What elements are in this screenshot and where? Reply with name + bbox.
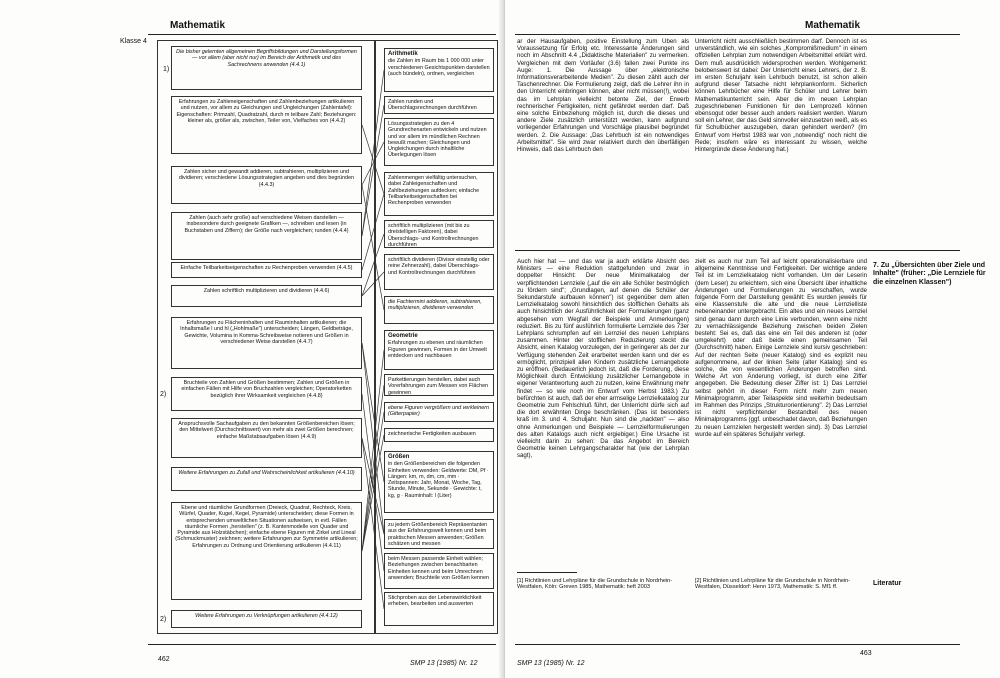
new-goal-text: schriftlich multiplizieren (mit bis zu dreistelligen Faktoren), dabei Überschlags- und Kontrollrechnungen durchführen	[388, 223, 479, 248]
old-goal-text: Erfahrungen zu Flächeninhalten und Rauminhalten artikulieren; die Inhaltsmaße l und hl („Hohlmaße") unterscheiden; Längen, Geldbeträge, Gewichte, Volumina in Komma-Schreibweise notieren und Größen in verschiedener Weise darstellen (4.4.7)	[180, 320, 353, 345]
goal-link-line	[362, 142, 384, 185]
new-goal-text: Zahlenmengen vielfältig untersuchen, dabei Zahleigenschaften und Zahlbeziehungen aufdecken; einfache Teilbarkeitseigenschaften bei Rechenproben verwenden	[388, 175, 480, 207]
right-mid-rule	[515, 250, 960, 251]
old-goal-text: Die bisher gelernten allgemeinen Begriffsbildungen und Darstellungsformen — vor allem (aber nicht nur) im Bereich der Arithmetik und des Sachrechnens anwenden (4.4.1)	[176, 49, 357, 68]
text-col1-top: ar der Hausaufgaben, positive Einstellung zum Üben als Voraussetzung für Erfolg etc. Interessante Änderungen sind noch im Abschnitt 4.4 „Didaktische Materialien" zu vermerken. Vergleichen mit dem Vorläufer (3.6) fallen zwei Punkte ins Auge: 1. Die Aussage über „elektronische Informationsverarbeitende Medien". Zu diesen zählt auch der Taschenrechner. Die Formulierung zeigt, daß die Lehrer ihn in den Unterricht einbringen können, aber nicht müssen(!), wobei das im Lehrplan vielleicht betonte Ziel, der Erwerb rechnerischer Fertigkeiten, nicht gefährdet werden darf. Daß eine solche Einbeziehung möglich ist, durch die dieses und andere Ziele zusätzlich unterstützt werden, kann aufgrund vorliegender Erfahrungen und Vorschläge plausibel begründet werden. 2. Die Aussage: „Das Lehrbuch ist ein notwendiges Arbeitsmittel". Sie wird zwar relativiert durch den überfälligen Hinweis, daß das Lehrbuch den	[517, 38, 689, 154]
goal-section-title: Arithmetik	[388, 51, 418, 57]
goal-link-line	[362, 234, 384, 296]
new-goal-text: die Zahlen im Raum bis 1 000 000 unter verschiedenen Gesichtspunkten darstellen (auch bündeln), ordnen, vergleichen	[388, 58, 490, 77]
new-goal-text: Lösungsstrategien zu den 4 Grundrechenarten entwickeln und nutzen und vor allem im mündlichen Rechnen bewußt machen; Gleichungen und Ungleichungen durch inhaltliche Überlegungen lösen	[388, 121, 487, 159]
text-col2-top: Unterricht nicht ausschließlich bestimmen darf. Dennoch ist es unverständlich, wie ein solches „Kompromißmedium" in einem offiziellen Lehrplan zum notwendigen Arbeitsmittel erklärt wird. Dem muß ausdrücklich widersprochen werden. Wohlgemerkt: belobenswert ist dabei: Der Unterricht eines Lehrers, der z. B. im ersten Schuljahr kein Lehrbuch benutzt, ist schon allein aufgrund dieser Tatsache nicht lehrplankonform. Sicherlich können Lehrbücher eine Hilfe für Schüler und Lehrer beim Mathematikunterricht sein. Aber die im neuen Lehrplan zugeschriebenen Funktionen für den Lernprozeß können ebensogut oder besser auch anders realisiert werden. Warum soll ein Lehrer, der das Geld sinnvoller einzusetzen weiß, als es für Schulbücher auszugeben, daran gehindert werden? (Im Entwurf vom Herbst 1983 war von „notwendig" noch nicht die Rede; insofern wäre es interessant zu wissen, welche Hintergründe diese Änderung hat.)	[695, 38, 867, 154]
right-footer-journal: SMP 13 (1985) Nr. 12	[517, 660, 585, 667]
right-header-rule	[515, 34, 960, 35]
new-goal-text: Erfahrungen zu ebenen und räumlichen Figuren gewinnen, Formen in der Umwelt entdecken und nachbauen	[388, 340, 487, 359]
new-goal-text: die Fachtermini addieren, subtrahieren, multiplizieren, dividieren verwenden	[388, 299, 482, 312]
new-goal-text: Stichproben aus der Lebenswirklichkeit erheben, bearbeiten und auswerten	[388, 595, 482, 608]
goal-link-line	[362, 70, 384, 236]
section-marker-1: 1)	[163, 66, 170, 73]
old-goal-text: Zahlen schriftlich multiplizieren und dividieren (4.4.6)	[203, 288, 330, 294]
goal-section-title: Geometrie	[388, 333, 418, 339]
footnote-rule	[517, 572, 577, 573]
right-footer-rule	[515, 644, 960, 645]
old-goal-text: Bruchteile von Zahlen und Größen bestimmen; Zahlen und Größen in einfachen Fällen mit Hilfe von Bruchzahlen vergleichen; Operatorketten bezüglich ihrer Wirksamkeit vergleichen (4.4.8)	[181, 380, 352, 399]
footnote-1: [1] Richtlinien und Lehrpläne für die Grundschule in Nordrhein-Westfalen, Köln: Greven 1985, Mathematik: heft 2003	[517, 578, 673, 591]
goal-link-line	[362, 185, 384, 310]
right-page	[505, 0, 1000, 678]
old-goal-text: Zahlen (auch sehr große) auf verschiedene Weisen darstellen — insbesondere durch geeignete Grafiken —, schreiben und lesen (in Buchstaben und Ziffern); der Größe nach vergleichen; runden (4.4.4)	[184, 215, 349, 234]
new-goal-text: beim Messen passende Einheit wählen; Beziehungen zwischen benachbarten Einheiten kennen und beim Umrechnen anwenden; Bruchteile von Größen kennen	[388, 556, 489, 581]
old-goal-text: Anspruchsvolle Sachaufgaben zu den bekannten Größenbereichen lösen; den Mittelwert (Durchschnittswert) von mehr als zwei Größen berechnen; einfache Maßstabsaufgaben lösen (4.4.9)	[178, 421, 355, 440]
new-goal-text: Parkettierungen herstellen, dabei auch Vorerfahrungen zum Messen von Flächen gewinnen	[388, 377, 489, 396]
new-goal-text: zeichnerische Fertigkeiten ausbauen	[388, 431, 476, 437]
right-page-number: 463	[860, 650, 872, 657]
left-page-number: 462	[158, 656, 170, 663]
section-marker-2: 2)	[160, 391, 167, 398]
right-header-title: Mathematik	[805, 20, 861, 31]
class-label: Klasse 4	[120, 38, 147, 45]
new-goal-text: Zahlen runden und Überschlagsrechnungen durchführen	[388, 99, 477, 112]
left-header-title: Mathematik	[170, 20, 226, 31]
new-goal-text: ebene Figuren vergrößern und verkleinern (Gitterpapier)	[388, 405, 489, 418]
section-marker-3: 2)	[160, 616, 167, 623]
text-col1-bottom: Auch hier hat — und das war ja auch erklärte Absicht des Ministers — eine Reduktion stattgefunden und zwar in doppelter Hinsicht: Der neue Minimalkatalog der verpflichtenden Lernziele („auf die ein alle Schüler bestmöglich zu fördern sind"; „Grundlagen, auf denen die Schüler der Sekundarstufe aufbauen können") ist gegenüber dem alten Lernzielkatalog sowohl hinsichtlich des stofflichen Gehalts als auch hinsichtlich der Ausführlichkeit der Formulierungen (ganz abgesehen vom Wegfall der Beispiele und Anmerkungen) reduziert. Bis zu fünf ausführlich formulierte Lernziele des 73er Lehrplans schrumpfen auf ein Lernziel des neuen Lehrplans zusammen. Hinter der stofflichen Reduzierung steckt die Absicht, einen Katalog vorzulegen, der in geringerer als der zur Verfügung stehenden Zeit erarbeitet werden kann und der es ermöglicht, prinzipiell allen Kindern zusätzliche Lernangebote zu eröffnen. (Bedauerlich jedoch ist, daß die Forderung, diese Möglichkeit durch Entwicklung zusätzlicher Lernangebote in eigener Verantwortung auch zu nutzen, keine Erwähnung mehr findet — so wie noch im Entwurf vom Herbst 1983.) Zu befürchten ist auch, daß der eher armselige Lernzielkatalog zur Geometrie zum Fehlschluß führt, der Unterricht dürfe sich auf die dort erwähnten Dinge beschränken. (Das ist besonders kraß im 3. und 4. Schuljahr. Nun sind die „nackten" — also ohne Anmerkungen und Beispiele — Lernzielformulierungen des alten Katalogs auch nicht ergiebiger.) Eine Ursache ist vielleicht darin zu sehen: Da das Angebot im Bereich Geometrie keinen Lehrgangscharakter hat (wie der Lehrplan sagt),	[517, 258, 689, 460]
old-goal-text: Einfache Teilbarkeitseigenschaften zu Rechenproben verwenden (4.4.5)	[180, 265, 353, 271]
new-goal-text: zu jedem Größenbereich Repräsentanten aus der Erfahrungswelt kennen und beim praktischen Messen anwenden; Größen schätzen und messen	[388, 522, 488, 547]
goal-link-line	[362, 105, 384, 236]
goal-section-title: Größen	[388, 454, 410, 460]
goal-link-line	[362, 412, 384, 551]
left-footer-rule	[148, 644, 496, 645]
old-goal-text: Ebene und räumliche Grundformen (Dreieck, Quadrat, Rechteck, Kreis, Würfel, Quader, Kugel, Kegel, Pyramide) unterscheiden; diese Formen in entsprechenden umweltlichen Situationen aufweisen, in evtl. Fällen räumliche Formen „herstellen" (z. B. Kantenmodelle von Quader und Pyramide aus Holzstäbchen); einfache ebene Figuren mit Zirkel und Lineal (Schmuckmuster) zeichnen; weitere Erfahrungen zur Symmetrie artikulieren; Erfahrungen zu Ordnung und Orientierung artikulieren (4.4.11)	[175, 505, 358, 549]
footnote-2: [2] Richtlinien und Lehrpläne für die Grundschule in Nordrhein-Westfalen, Düsseldorf: Henn 1973, Mathematik: S. Mf1 ff.	[695, 578, 851, 591]
section-heading-literature: Literatur	[873, 580, 902, 587]
left-footer-journal: SMP 13 (1985) Nr. 12	[410, 660, 478, 667]
text-col2-bottom: zielt es auch nur zum Teil auf leicht operationalisierbare und allgemeine Kenntnisse und Fertigkeiten. Der wichtige andere Teil ist im Lernzielkatalog nicht vorhanden. Um der Leserin (dem Leser) zu erleichtern, sich eine Übersicht über inhaltliche Änderungen und Formulierungen zu verschaffen, wurde folgende Form der Darstellung gewählt: Es wurden jeweils für eine Klassenstufe die alte und die neue Lernzielliste nebeneinander untergebracht. Ein altes und ein neues Lernziel sind genau dann durch eine Linie verbunden, wenn eine nicht zu vernachlässigende Beziehung zwischen beiden Zielen besteht: Sei es, daß das eine ein Teil des anderen ist (oder umgekehrt) oder daß beide einen gemeinsamen Teil (Durchschnitt) haben. Einige Lernziele sind kursiv geschrieben: Auf der rechten Seite (neuer Katalog) sind es explizit neu aufgenommene, auf der linken Seite (alter Katalog) sind es solche, die von wesentlichen Änderungen betroffen sind. Welche Art von Änderung vorliegt, ist durch eine Ziffer angegeben. Die Bedeutung dieser Ziffer ist: 1) Das Lernziel selbst gehört in dieser Form nicht mehr zum neuen Minimalprogramm, aber Teilaspekte sind weiterhin bedeutsam im Rahmen des Prinzips „Strukturorientierung". 2) Das Lernziel ist nicht verpflichtender Bestandteil des neuen Minimalprogramms (ggf. unbeschadet davon, daß Beziehungen zu neuen Lernzielen hergestellt werden sind). 3) Das Lernziel wurde auf ein späteres Schuljahr verlegt.	[695, 258, 867, 438]
section-heading-overview: 7. Zu „Übersichten über Ziele und Inhalte" (früher: „Die Lernziele für die einzelnen Klassen")	[873, 262, 986, 286]
old-goal-text: Erfahrungen zu Zahleneigenschaften und Zahlenbeziehungen artikulieren und nutzen, vor allem zu Gleichungen und Ungleichungen (Zahlentafel): Eigenschaften: Primzahl, Quadratzahl, durch m teilbare Zahl; Beziehungen: kleiner als, größer als, zwischen, Teiler von, Vielfaches von (4.4.2)	[176, 99, 357, 124]
old-goal-text: Weitere Erfahrungen zu Verknüpfungen artikulieren (4.4.12)	[195, 613, 338, 619]
goal-link-line	[362, 125, 384, 194]
old-goal-text: Zahlen sicher und gewandt addieren, subtrahieren, multiplizieren und dividieren; verschiedene Lösungsstrategien angeben und dies begründen (4.4.3)	[178, 169, 355, 188]
new-goal-text: in den Größenbereichen die folgenden Einheiten verwenden: Geldwerte: DM, Pf · Längen: km, m, dm, cm, mm · Zeitspannen: Jahr, Monat, Woche, Tag, Stunde, Minute, Sekunde · Gewichte: t, kg, g · Rauminhalt: l (Liter)	[388, 461, 489, 499]
goal-link-line	[362, 343, 384, 534]
new-goal-text: schriftlich dividieren (Divisor einstellig oder reine Zehnerzahl), dabei Überschlags- und Kontrollrechnungen durchführen	[388, 257, 490, 276]
old-goal-text: Weitere Erfahrungen zu Zufall und Wahrscheinlichkeit artikulieren (4.4.10)	[178, 470, 355, 476]
